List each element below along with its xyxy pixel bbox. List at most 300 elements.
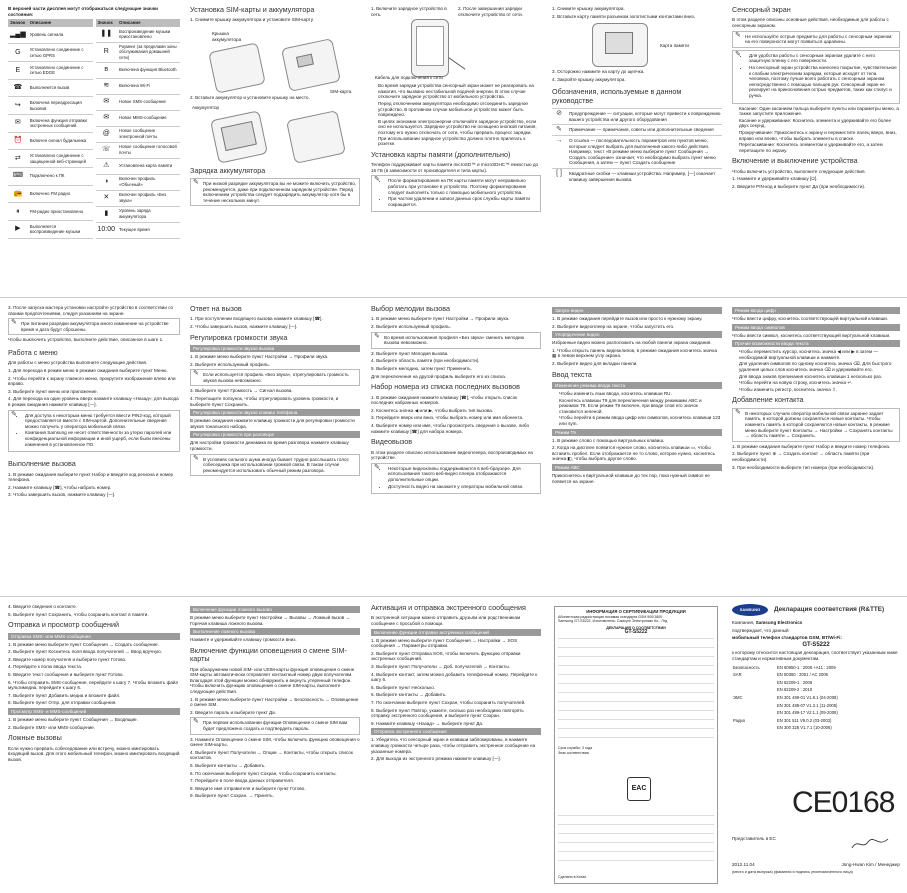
volume-note-1-text: Если используется профиль «Без звука», отрегулировать громкость звуков вызова невозможно. (203, 372, 349, 383)
page-certification (552, 604, 722, 888)
status-icon-description: Включено FM радио (28, 185, 93, 203)
page-add-contact (732, 305, 900, 592)
recent-step-3: 3. Перейдите вверх или вниз, чтобы выбрать номер или имя абонента. (371, 415, 524, 421)
sim-alert-note-text: При первом использовании функции Оповещение о смене SIM вам будет предложено создать и подтвердить пароль. (203, 720, 348, 731)
volume-note-2 (190, 454, 360, 477)
t9-step-2: 2. Когда на дисплее появится нужное слово, коснитесь клавиши ▭, чтобы вставить пробел. Если отображается не то слово, которое нужно, коснитесь значка ◧, чтобы выбрать другое слово. (552, 445, 715, 462)
contact-title: Добавление контакта (732, 395, 804, 405)
sim-alert-text: При обнаружении новой SIM- или USIM-карты функция оповещения о смене SIM-карты автоматически отправляет контактный номер двум получателям. Благодаря этой функции можно обнаружить и вернуть утерянный телефон. Чтобы включить функцию оповещения о смене SIM-карты, выполните следующие действия. (190, 666, 355, 694)
send-step-1: 1. В режиме меню выберите пункт Сообщения → Создать сообщение. (8, 641, 159, 647)
send-message-bar: Отправка SMS- или MMS-сообщения (8, 633, 180, 640)
representative-label: Представитель в ЕС (732, 836, 776, 841)
status-icon-description: Подключено к ПК (28, 167, 93, 185)
status-icon-description: Уровень сигнала (28, 27, 93, 44)
menu-intro: Для работы с меню устройства выполните следующие действия. (8, 360, 148, 366)
status-icon-description: Включен сигнал будильника (28, 132, 93, 150)
menu-step-1: 1. Для перехода в режим меню в режиме ожидания выберите пункт Меню. (8, 367, 168, 373)
touchscreen-title: Сенсорный экран (732, 6, 791, 14)
sim-alert-step-9: 9. Выберите пункт Сохран. → Принять. (190, 793, 274, 799)
status-icon-description: Новое SMS-сообщение (117, 94, 180, 110)
other-input-3: • Для ввода знаков препинания коснитесь клавиши 1 несколько раз. (739, 374, 900, 380)
status-icon: ʙ (96, 62, 118, 78)
volume-bar-3-text: Для настройки громкости динамика во время разговора нажмите клавишу громкости. (190, 440, 349, 451)
status-icon-row (96, 94, 181, 110)
cert-header: ИНФОРМАЦИЯ О СЕРТИФИКАЦИИ ПРОДУКЦИИ (586, 609, 686, 614)
volume-bar-2: Регулировка громкости звуков клавиш телефона (190, 409, 360, 416)
samsung-logo (732, 604, 768, 616)
sos-intro: В экстренной ситуации можно отправить друзьям или родственникам сообщение с просьбой о помощи. (371, 615, 521, 626)
send-step-4: 4. Перейдите к полю ввода текста. (8, 664, 83, 670)
other-input-bar: Прочие возможности ввода текста (732, 340, 900, 347)
sim-battery-title: Установка SIM-карты и аккумулятора (190, 6, 315, 14)
eac-mark-icon: EAC (627, 777, 651, 801)
status-icon-row (8, 185, 93, 203)
status-icon: 📻 (8, 185, 28, 203)
touchscreen-note-2: • На сенсорный экран устройства нанесено покрытие, чувствительное к слабым электрическим зарядам, которые исходят от тела человека, поэтому лучше всего работать с сенсорным экраном непосредственно с помощью пальцев рук. Сенсорный экран не реагирует на прикосновения острых предметов, таких как стилус и ручка. (749, 65, 897, 99)
battery-illustration (190, 103, 360, 167)
call-step-2: 2. Нажмите клавишу [☎], чтобы набрать номер. (8, 484, 112, 490)
phone-sim-slot-image (281, 38, 341, 92)
status-icon: ▮ (96, 206, 118, 222)
charge-step-1: 1. Включите зарядное устройство в сеть. (371, 6, 447, 17)
signature-icon (850, 836, 890, 852)
page-charger (371, 6, 541, 293)
legend-text: Примечание — примечания, советы или дополнительные сведения (569, 127, 714, 133)
recent-step-2: 2. Коснитесь значка ◀ или ▶, чтобы выбрать тип вызова. (371, 407, 494, 413)
status-icon: ☏ (96, 142, 118, 158)
ringtone-note (371, 332, 541, 349)
status-icon-description: Новое MMS-сообщение (117, 110, 180, 126)
legend-item (552, 135, 722, 168)
recent-step-4: 4. Выберите номер или имя, чтобы просмотреть сведения о вызове, либо нажмите клавишу [☎] для набора номера. (371, 422, 530, 434)
call-step-3: 3. Чтобы завершить вызов, нажмите клавишу [—]. (8, 492, 116, 498)
contact-step-3: 3. При необходимости выберите тип номера (при необходимости). (732, 464, 875, 470)
status-icon-description: Новое сообщение голосовой почты (117, 142, 180, 158)
status-icon-description: Включена переадресация вызовов (28, 97, 93, 115)
menu-step-3: 3. Выберите пункт меню или приложение. (8, 388, 98, 394)
label-battery: Аккумулятор (192, 104, 220, 110)
legend-item (552, 168, 722, 184)
status-icon-row (96, 78, 181, 94)
col-desc-header: Описание (117, 19, 180, 27)
fake-call-title: Ложные вызовы (8, 733, 62, 743)
touchscreen-note (732, 50, 900, 104)
status-icon: ❚❚ (96, 27, 118, 43)
product-model: GT-S5222 (802, 641, 830, 648)
sos-step-5: 5. Выберите пункт Несколько. (371, 684, 436, 690)
label-memory-card: Карта памяти (660, 43, 689, 49)
contact-note-text: В некоторых случаях оператор мобильной связи заранее задает память, в которой должны сохраняться новые контакты. Чтобы изменить память в которой сохраняются новые контакты, в режиме меню выберите пункт Контакты → Настройки → Сохранять контакты → область памяти → Сохранить. (745, 410, 893, 439)
product-name: мобильный телефон стандартов GSM, BT/Wi-Fi: (732, 635, 842, 641)
ringtone-note-text: Во время использования профиля «Без звука» сменить мелодию вызова невозможно. (384, 334, 525, 346)
memory-card-illustration (552, 21, 722, 69)
legend-icon: ⊘ (556, 110, 562, 118)
legend-text: Квадратные скобки — клавиши устройства. Например, [—] означает клавишу завершения вызова. (569, 170, 716, 182)
standard-row (732, 709, 900, 717)
menu-note-1: ✎ • Для доступа к некоторым меню требуется ввести PIN2-код, который предоставляется вместе с SIM-картой. Дополнительные сведения можно получить у оператора мобильной связи. (25, 413, 177, 430)
charge-step-2: 2. После завершения зарядки отключите устройство от сети. (458, 6, 523, 17)
memory-card-text: Телефон поддерживает карты памяти microSD™ и microSDHC™ емкостью до 16 ГБ (в зависимости от производителя и типа карты). (371, 162, 539, 173)
page-ringtone (371, 305, 541, 592)
status-icon-row (8, 97, 93, 115)
cert-footer: Сделано в Китае (558, 875, 587, 880)
label-sim-card: SIM-карта (330, 89, 352, 94)
t9-bar: Режим T9 (552, 429, 722, 436)
send-step-5: 5. Введите текст сообщения и выберите пункт Готово. (8, 671, 124, 677)
video-arrange-bar: Упорядочение видео (552, 331, 722, 338)
charge-title: Зарядка аккумулятора (190, 165, 266, 175)
volume-bar-2-text: В режиме ожидания нажмите клавишу громкости для регулировки громкости звуков тонального набора. (190, 418, 355, 429)
page-declaration (732, 604, 900, 888)
legend-item (552, 108, 722, 124)
input-bullet-3: • Чтобы перейти в режим ввода цифр или символов, коснитесь клавиши 123 или sym. (559, 415, 722, 426)
volume-title: Регулировка громкости звука (190, 332, 288, 342)
status-icon-row (96, 206, 181, 222)
standards-intro: к которому относится настоящая декларация, соответствует указанным ниже стандартам и нормативным документам. (732, 650, 898, 661)
status-icon-description: Установлено соединение с сетью GPRS (28, 44, 93, 62)
page-messages (8, 604, 180, 888)
touch-bullet-1: • Касание: Один касанием пальца выберите пункты или параметры меню, а также запустите приложение. (739, 106, 900, 117)
standard-category (732, 702, 776, 710)
charge-note-text: При низкой разрядке аккумулятора вы не можете включить устройство, рекомендуется, даже при подключенном зарядном устройстве. Перед включением устройства следует подзарядить аккумулятор хотя бы в течение нескольких минут. (203, 181, 357, 203)
fake-call-enable-step: В режиме меню выберите пункт Настройки → Вызовы → Ложный вызов → Горячая клавиша ложного вызова. (190, 615, 351, 626)
status-icon-description: Роуминг (за пределами зоны обслуживания домашней сети) (117, 42, 180, 62)
cert-rows-bottom (558, 815, 714, 869)
power-off-text: Чтобы выключить устройство, выполните действие, описанное в шаге 1. (8, 337, 164, 343)
sim-alert-title: Включение функции оповещения о смене SIM-карты (190, 645, 347, 664)
status-icons-table-right (96, 19, 181, 238)
label-charger-connector: Кабель для подключения к сети (375, 75, 443, 81)
standard-row (732, 702, 900, 710)
volume-step-3: 3. Выберите пункт Громкость → Сигнал вызова. (190, 388, 293, 394)
page-sim-battery (190, 6, 360, 293)
status-icon-row (96, 27, 181, 43)
page-touchscreen (732, 6, 900, 293)
video-arrange-step-2: 2. Выберите видео для вкладки панели. (552, 360, 638, 366)
col-icon-header: Значок (8, 19, 28, 27)
status-icon-row (96, 190, 181, 206)
status-icon-row (8, 79, 93, 97)
status-icon-row (96, 110, 181, 126)
send-step-7: 7. Выберите пункт Добавить медиа и вложите файл. (8, 692, 121, 698)
answer-step-1: 1. При поступлении входящего вызова нажмите клавишу [☎]. (190, 316, 323, 322)
col-icon-header: Значок (96, 19, 118, 27)
page-row-divider-1 (0, 297, 907, 298)
standard-value: EN 301 489-17 V2.1.1 (05-2009) (777, 710, 838, 716)
phone-cover-image (286, 110, 346, 164)
standard-row (732, 679, 900, 687)
status-icon-row (8, 150, 93, 168)
sim-illustration (190, 25, 360, 95)
video-start-step-1: 1. В режиме ожидания перейдите вызов или просто к нужному экрану. (552, 316, 703, 321)
sos-step-1: 1. В режиме меню выберите пункт Сообщения → Настройки → SOS сообщения → Параметры отправки. (371, 637, 518, 649)
legend-icon: → (555, 136, 563, 144)
video-note-2: • Доступность видео на закажите у операторы мобильной связи. (388, 484, 538, 490)
company-label: Компания, (732, 620, 755, 625)
input-bullet-2: • Коснитесь клавиши T9 для переключения между режимами ABC и режимом T9. Если режим T9 включен, при вводе слов его значок становится зеленой. (559, 398, 722, 415)
status-icon: ⚠ (96, 158, 118, 174)
legend-text: Предупреждение — ситуации, которые могут привести к повреждению вашего устройства или другого оборудования (569, 111, 721, 122)
cert-line-5: Знак соответствия (558, 750, 589, 755)
status-icon: ☎ (8, 79, 28, 97)
sos-send-bar: Отправка экстренного сообщения (371, 728, 541, 735)
status-icon-description: Включен профиль «Обычный» (117, 174, 180, 190)
sim-step-1: 1. Снимите крышку аккумулятора и установите SIM-карту. (190, 17, 314, 23)
video-text: В этом разделе описано использование видеоплеера, воспроизводимых на устройстве. (371, 449, 533, 461)
sos-step-2: 2. Выберите пункт Отправка SOS, чтобы включить функцию отправки экстренных сообщений. (371, 650, 521, 662)
legend-text: О ссылка — последовательность параметров или пунктов меню, которые следует выбрать для выполнения какого-либо действия. Например, текст «В режиме меню выберите пункт Сообщения → Создать сообщение» означает, что необходимо выбрать пункт меню Сообщения, а затем — пункт Создать сообщение (569, 137, 716, 166)
input-bullet-1: • Чтобы изменить язык ввода, коснитесь клавиши RU. (559, 391, 722, 397)
status-icon-description: Включен профиль «Без звука» (117, 190, 180, 206)
sim-alert-note (190, 717, 360, 734)
legend-item (552, 124, 722, 135)
phone-front-image (411, 19, 449, 77)
status-icon-row (96, 174, 181, 190)
sim-alert-step-5: 5. Выберите контакты → Добавить. (190, 762, 266, 768)
company-name: Samsung Electronics (755, 620, 803, 625)
sim-alert-step-4: 4. Выберите пункт Получатели → Опции → Контакты, чтобы открыть список контактов. (190, 749, 353, 761)
fake-call-make-text: Нажмите и удерживайте клавишу громкости вниз. (190, 637, 297, 643)
standard-category (732, 724, 776, 732)
standard-category: Безопасность (733, 664, 760, 670)
fake-call-text: Если нужно прервать собеседование или встречу, можно имитировать входящий вызов. Для этого мобильный телефон, можно имитировать входящий вызов. (8, 745, 180, 762)
memory-note-2: • При частом удалении и записи данных срок службы карты памяти сокращается. (388, 196, 538, 207)
col-desc-header: Описание (28, 19, 93, 27)
digits-bar: Режим ввода цифр (732, 307, 900, 314)
status-icon: ⇄ (8, 150, 28, 168)
status-icon-description: Текущее время (117, 222, 180, 238)
volume-bar-1: Регулировка громкости звуков вызова (190, 345, 360, 352)
standards-table (732, 664, 900, 732)
contact-step-1: 1. В режиме ожидания выберите пункт Набор и введите номер телефона. (732, 443, 891, 449)
send-step-6: 6. Чтобы отправить SMS-сообщение, перейдите к шагу 7. Чтобы вложить файл мультимедиа, перейдите к шагу 6. (8, 679, 179, 691)
status-icon-description: Выполняется вызов (28, 79, 93, 97)
setup-note (8, 318, 180, 335)
standard-row (732, 686, 900, 694)
certification-box (554, 606, 718, 884)
touch-bullet-4: • Перетаскивание: Коснитесь элементом и удерживайте его, а затем перетащите по экрану. (739, 142, 900, 153)
cert-model: GT-S5222 (624, 629, 648, 636)
standard-value: EN 60950-1 : 2006 +A11 : 2009 (777, 664, 836, 670)
phone-back-image (208, 42, 266, 93)
answer-step-2: 2. Чтобы завершить вызов, нажмите клавишу [—]. (190, 324, 298, 329)
sim-step-2: 2. Вставьте аккумулятор и установите крышку на место. (190, 95, 310, 100)
mem-step-2: 2. Вставьте карту памяти разъемом золотистыми контактами вниз. (552, 13, 695, 19)
standard-category: ЭМС (733, 694, 743, 700)
symbols-text: Чтобы ввести символ, коснитесь соответствующей виртуальной клавиши. (732, 332, 891, 338)
volume-bar-3: Регулировка громкости при разговоре (190, 431, 360, 438)
sos-step-8: 8. Выберите пункт Повтор, укажите, сколько раз необходимо повторять отправку экстренного сообщения, и выберите пункт Сохран. (371, 707, 524, 719)
standard-category (732, 709, 776, 717)
page-menu-call (8, 305, 180, 592)
ringtone-tail: Для переключения на другой профиль выберите его из списка. (371, 373, 507, 379)
sim-alert-step-6: 6. По окончании выберите пункт Сохран, чтобы сохранить контакты. (190, 770, 337, 776)
status-icon-row (8, 167, 93, 185)
status-icon-description: Выполняется воспроизведение музыки (28, 220, 93, 238)
status-icon: ⏰ (8, 132, 28, 150)
recent-step-1: 1. В режиме ожидания нажмите клавишу [☎], чтобы открыть список последних набранных номеров. (371, 394, 518, 406)
standard-row (732, 664, 900, 672)
status-icon-row (96, 142, 181, 158)
digits-text: Чтобы ввести цифру, коснитесь соответствующей виртуальной клавиши. (732, 316, 889, 321)
send-step-3: 3. Введите номер получателя и выберите пункт Готово. (8, 656, 127, 662)
volume-step-2: 2. Выберите используемый профиль. (190, 361, 270, 367)
page-text-input (552, 305, 722, 592)
contact-note (732, 408, 900, 442)
other-input-1: • Чтобы переместить курсор, коснитесь значка ◀ или ▶ в затем — необходимой виртуальной клавиши и нажмите. (739, 349, 900, 360)
answer-title: Ответ на вызов (190, 305, 242, 313)
menu-step-4: 4. Для перехода на один уровень вверх нажмите клавишу «Назад»; для выхода в режим ожидания нажмите клавишу [—]. (8, 396, 179, 407)
status-icon-description: Воспроизведение музыки приостановлено (117, 27, 180, 43)
status-icon: @ (96, 126, 118, 142)
memory-card-title: Установка карты памяти (дополнительно) (371, 149, 511, 159)
status-icon-row (8, 27, 93, 44)
standard-category (732, 686, 776, 694)
setup-note-text: При питании разрядки аккумулятора много изменение на устройстве время и дата будут сброшены. (21, 321, 169, 332)
view-message-bar: Просмотр SMS- и MMS-сообщений (8, 708, 180, 715)
status-icon-row (8, 44, 93, 62)
ce-mark: CE0168 (792, 786, 895, 819)
status-icon: ◑ (96, 174, 118, 190)
charge-bullet-3: • В целях экономии электроэнергии отключайте зарядное устройство, если оно не используется. Зарядное устройство не оснащено кнопкой питания, поэтому его нужно отключать от сети, чтобы прервать процесс зарядки. При использовании зарядное устройство должно плотно прилегать к розетке. (378, 119, 541, 147)
status-icon: ⏸ (8, 203, 28, 221)
other-input-5: • Чтобы изменить регистр, коснитесь значка ⇧. (739, 387, 900, 393)
status-icon-description: Уровень заряда аккумулятора (117, 206, 180, 222)
touch-bullet-2: • Касание и удерживание: Коснитесь элемента и удерживайте его более двух секунд. (739, 118, 900, 129)
sos-step-6: 6. Выберите контакты → Добавить. (371, 692, 447, 698)
menu-title: Работа с меню (8, 347, 58, 357)
status-icon-row (96, 126, 181, 142)
status-icon-row (8, 114, 93, 132)
status-icon: ✕ (96, 190, 118, 206)
status-icon: G (8, 44, 28, 62)
other-input-2: • Для удаления символов по одному коснитесь значка ⌫. Для быстрого удаления целых слов коснитесь значка ⌫ и удерживайте его. (739, 361, 900, 372)
input-mode-bar: Изменение режима ввода текста (552, 382, 722, 389)
page-answer-volume (190, 305, 360, 592)
other-input-4: • Чтобы перейти на новую строку, коснитесь значка ↵. (739, 380, 900, 386)
video-title: Видеовызов (371, 437, 413, 447)
status-icon: ⌨ (8, 167, 28, 185)
page-memory-legend (552, 6, 722, 293)
legend-list (552, 108, 722, 184)
ringtone-step-1: 1. В режиме меню выберите пункт Настройки → Профили звука. (371, 316, 510, 322)
fake-call-make-bar: Выполнение ложного вызова (190, 628, 360, 635)
onoff-step-1: 1. Нажмите и удерживайте клавишу [⏻]. (732, 176, 818, 182)
status-icon-row (8, 203, 93, 221)
contact-step-2: 2. Выберите пункт ⊕ → Создать контакт → область памяти (при необходимости). (732, 451, 870, 462)
touchscreen-intro: В этом разделе описаны основные действия, необходимые для работы с сенсорным экраном. (732, 17, 889, 28)
menu-note-2: • Компания Samsung не несет ответственности за утерю паролей или конфиденциальной информации и иной ущерб, если были внесены изменения в установленное ПО. (25, 430, 177, 447)
page-status-icons (8, 6, 180, 293)
status-icon: E (8, 62, 28, 80)
ringtone-step-2: 2. Выберите используемый профиль. (371, 324, 451, 329)
status-icon: ▶ (8, 220, 28, 238)
cert-line-4: Срок службы: 3 года (558, 745, 593, 750)
touch-bullet-3: • Прокручивание: Прикоснитесь к экрану и переместите палец вверх, вниз, вправо или влево, чтобы выбрать элементы в списке. (739, 130, 900, 141)
volume-note-1 (190, 369, 360, 386)
status-icon-description: Установлено соединение с защищенной веб-страницей (28, 150, 93, 168)
onoff-step-2: 2. Введите PIN-код и выберите пункт Да (при необходимости). (732, 183, 866, 189)
memory-card-note (371, 175, 541, 212)
messages-title: Отправка и просмотр сообщений (8, 620, 120, 630)
memory-note-1: ✎ • После форматирования на ПК карты памяти могут неправильно работать при установке в устройство. Поэтому форматирование следует выполнять только с помощью мобильного устройства. (388, 178, 538, 195)
standard-value: EN 301 511 V9.0.2 (03-2003) (777, 717, 832, 723)
touchscreen-warning (732, 31, 900, 48)
page-sim-alert (190, 604, 360, 888)
video-start-bar: Запуск видео (552, 307, 722, 314)
standard-value: EN 301 489-01 V1.8.1 (04-2008) (777, 694, 838, 700)
contact-step-5: 5. Выберите пункт Сохранить, чтобы сохранить контакт в памяти. (8, 611, 149, 617)
standard-value: EN 301 489-07 V1.3.1 (11-2005) (777, 702, 838, 708)
ringtone-title: Выбор мелодии вызова (371, 305, 451, 313)
standard-row (732, 717, 900, 725)
onoff-intro: Чтобы включить устройство, выполните следующие действия. (732, 168, 866, 174)
fake-call-enable-bar: Включение функции ложного вызова (190, 606, 360, 613)
charge-note (190, 178, 360, 206)
standard-value: EN 62209-2 : 2010 (777, 687, 813, 693)
status-icon-row (96, 222, 181, 238)
view-step-1: 1. В режиме меню выберите пункт Сообщения → Входящие. (8, 716, 138, 722)
send-step-8: 8. Выберите пункт Отпр. для отправки сообщения. (8, 700, 117, 706)
status-icon: 10:00 (96, 222, 118, 238)
mem-step-1: 1. Снимите крышку аккумулятора. (552, 6, 625, 11)
status-icon-description: Новое сообщение электронной почты (117, 126, 180, 142)
status-icon: ✉ (96, 110, 118, 126)
sim-alert-step-7: 7. Перейдите в поле ввода данных отправителя. (190, 778, 294, 784)
standard-value: EN 50360 : 2001 / AC 2006 (777, 672, 828, 678)
status-icon-row (96, 158, 181, 174)
standard-category: SAR (733, 672, 742, 678)
view-step-2: 2. Выберите SMS- или MMS-сообщение. (8, 724, 96, 730)
sos-title: Активация и отправка экстренного сообщения (371, 604, 526, 612)
page-sos (371, 604, 541, 888)
recent-calls-title: Набор номера из списка последних вызовов (371, 382, 520, 392)
address-label: подтверждает, что данный (732, 627, 789, 633)
status-icon-row (96, 42, 181, 62)
call-step-1: 1. В режиме ожидания выберите пункт Набор и введите код региона и номер телефона. (8, 471, 174, 483)
status-icon-description: Включена функция отправки экстренных сообщений (28, 114, 93, 132)
status-icon: R (96, 42, 118, 62)
status-icon: ↪ (8, 97, 28, 115)
sim-alert-step-3: 3. Нажмите Оповещение о смене SIM, чтобы включить функцию оповещения о смене SIM-карты. (190, 736, 360, 748)
video-note-1: ✎ • Некоторые видеоклипы поддерживаются в веб-браузере. Для использования такого веб-видео плеера отображаются дополнительные опции. (388, 466, 538, 483)
sos-send-step-2: 2. Для выхода из экстренного режима нажмите клавишу [—]. (371, 756, 501, 762)
video-start-step-2: 2. Выберите видеоплеер на экране, чтобы запустить его. (552, 323, 675, 329)
cert-line-2: Samsung GT-S5222, Изготовитель: Самсунг Электроникс Ко., Лтд (558, 619, 668, 624)
charger-illustration (371, 19, 541, 83)
standard-category: Радио (733, 717, 746, 723)
standard-row (732, 694, 900, 702)
status-icon-description: FM-радио приостановлено (28, 203, 93, 221)
declaration-title: Декларация соответствия (R&TTE) (774, 605, 885, 613)
status-icon-description: Установлено соединение с сетью EDGE (28, 62, 93, 80)
status-icon: ≋ (96, 78, 118, 94)
phone-slot-image (592, 23, 648, 67)
input-title: Ввод текста (552, 369, 592, 379)
standard-row (732, 724, 900, 732)
status-icon: ▂▄▆ (8, 27, 28, 44)
standard-category (732, 679, 776, 687)
legend-icon: [ ] (556, 169, 562, 177)
volume-step-1: 1. В режиме меню выберите пункт Настройки → Профили звука. (190, 354, 329, 359)
setup-step-3: 3. После запуска мастера установки настройте устройство в соответствии со своими предпочтениями, следуя указаниям на экране. (8, 305, 174, 316)
sos-send-step-1: 1. Убедитесь что сенсорный экран и клавиши заблокированы, и нажмите клавишу громкости четыре раза, чтобы отправить экстренное сообщение на указанные номера. (371, 737, 536, 754)
abc-bar: Режим АВС (552, 464, 722, 471)
call-title: Выполнение вызова (8, 459, 76, 469)
onoff-title: Включение и выключение устройства (732, 156, 858, 166)
sim-alert-step-8: 8. Введите имя отправителя и выберите пункт Готово. (190, 785, 306, 791)
menu-step-2: 2. Чтобы перейти к экрану главного меню, прокрутите изображение влево или вправо. (8, 375, 176, 387)
